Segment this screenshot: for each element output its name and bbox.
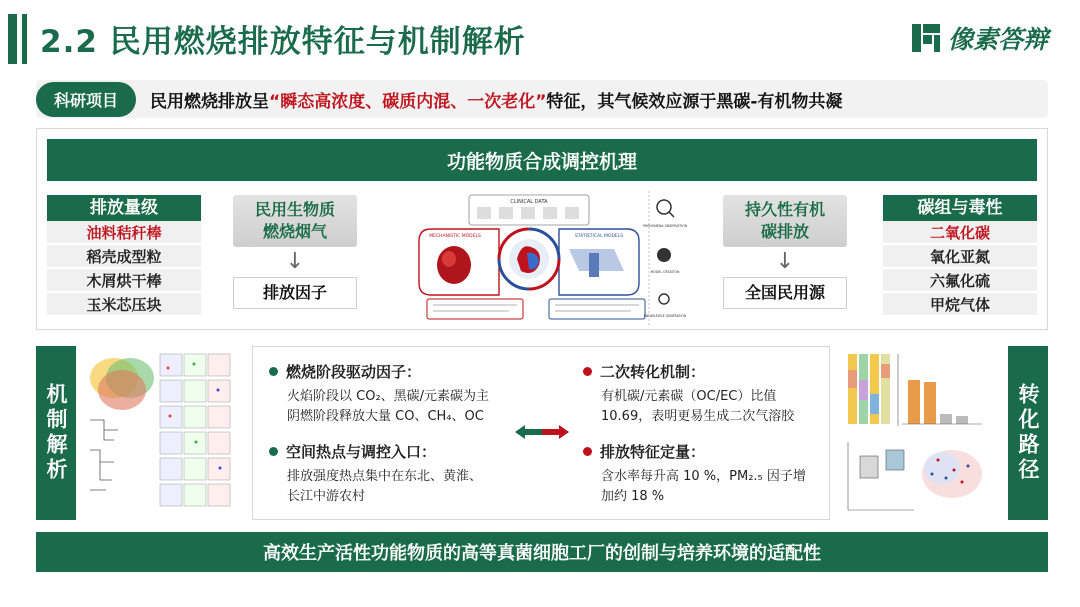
carbon-toxicity-box	[883, 195, 1037, 317]
diagram-right-label: STATISTICAL MODELS	[574, 234, 624, 239]
title-accent-bar-thin	[22, 14, 27, 64]
down-arrow-icon: ↓	[285, 249, 305, 274]
down-arrow-icon: ↓	[775, 249, 795, 274]
findings-box	[252, 346, 830, 520]
emission-level-item: 玉米芯压块	[47, 293, 201, 317]
pathway-figure	[842, 350, 992, 518]
logo-text: 像素答辩	[947, 25, 1048, 54]
finding-3-line2: 10.69，表明更易生成二次气溶胶	[601, 409, 795, 424]
stage-right-result: 全国民用源	[723, 277, 847, 309]
carbon-toxicity-heading: 碳组与毒性	[883, 195, 1037, 221]
stage-left-heading	[233, 195, 357, 247]
bottom-panel	[36, 346, 1048, 520]
finding-2-text	[287, 467, 482, 507]
mechanism-tab: 机制解析	[36, 346, 76, 520]
finding-3-line1: 有机碳/元素碳（OC/EC）比值	[601, 389, 777, 404]
subtitle-bar	[36, 80, 1048, 118]
page-title: 2.2 民用燃烧排放特征与机制解析	[40, 24, 526, 60]
bullet-dot-icon	[583, 367, 592, 376]
subtitle-tag: 科研项目	[36, 82, 136, 117]
subtitle-text-after: 特征，其气候效应源于黑碳-有机物共凝	[546, 91, 843, 112]
subtitle-highlight: “瞬态高浓度、碳质内混、一次老化”	[269, 91, 547, 112]
stage-left-heading-line1: 民用生物质	[254, 200, 335, 219]
bullet-dot-icon	[269, 367, 278, 376]
finding-2	[269, 441, 436, 462]
finding-3-title: 二次转化机制：	[600, 363, 706, 381]
logo-mark-icon	[910, 22, 942, 54]
finding-2-title: 空间热点与调控入口：	[286, 443, 437, 461]
finding-1-line2: 阴燃阶段释放大量 CO、CH₄、OC	[287, 409, 484, 424]
mechanism-figure	[84, 350, 242, 518]
title-accent-bar	[8, 14, 17, 64]
finding-1	[269, 361, 421, 382]
diagram-side-label-3: KNOWLEDGE GENERATION	[643, 314, 687, 318]
brand-logo	[910, 20, 1048, 56]
finding-1-line1: 火焰阶段以 CO₂、黑碳/元素碳为主	[287, 389, 490, 404]
carbon-toxicity-item: 六氟化硫	[883, 269, 1037, 293]
finding-1-text	[287, 387, 489, 427]
stage-left-result: 排放因子	[233, 277, 357, 309]
diagram-left-label: MECHANISTIC MODELS	[429, 234, 481, 239]
pathway-tab: 转化路径	[1008, 346, 1048, 520]
stage-left-heading-line2: 燃烧烟气	[262, 222, 327, 241]
emission-level-heading: 排放量级	[47, 195, 201, 221]
stage-right-heading	[723, 195, 847, 247]
bullet-dot-icon	[583, 447, 592, 456]
finding-3	[583, 361, 705, 382]
emission-level-box	[47, 195, 201, 317]
emission-level-item: 油料秸秆棒	[47, 221, 201, 245]
model-cycle-diagram	[399, 191, 689, 325]
stage-right-heading-line2: 碳排放	[760, 222, 809, 241]
finding-4-title: 排放特征定量：	[600, 443, 706, 461]
diagram-side-label-1: PHENOMENA OBSERVATION	[643, 224, 687, 228]
finding-4-line2: 加约 18 %	[601, 489, 665, 504]
subtitle-text	[150, 87, 842, 112]
subtitle-text-before: 民用燃烧排放呈	[150, 91, 270, 112]
diagram-top-label: CLINICAL DATA	[510, 199, 548, 205]
carbon-toxicity-item: 氧化亚氮	[883, 245, 1037, 269]
bullet-dot-icon	[269, 447, 278, 456]
top-panel	[36, 128, 1048, 330]
emission-level-item: 木屑烘干棒	[47, 269, 201, 293]
carbon-toxicity-item: 甲烷气体	[883, 293, 1037, 317]
double-arrow-icon	[515, 425, 569, 439]
footer-banner: 高效生产活性功能物质的高等真菌细胞工厂的创制与培养环境的适配性	[36, 532, 1048, 572]
stage-left	[233, 195, 357, 309]
finding-4-text	[601, 467, 806, 507]
finding-1-title: 燃烧阶段驱动因子：	[286, 363, 422, 381]
finding-3-text	[601, 387, 794, 427]
stage-right	[723, 195, 847, 309]
finding-4-line1: 含水率每升高 10 %，PM₂.₅ 因子增	[601, 469, 806, 484]
finding-2-line1: 排放强度热点集中在东北、黄淮、	[287, 469, 483, 484]
finding-4	[583, 441, 705, 462]
emission-level-item: 稻壳成型粒	[47, 245, 201, 269]
stage-right-heading-line1: 持久性有机	[744, 200, 825, 219]
top-banner: 功能物质合成调控机理	[47, 139, 1037, 181]
finding-2-line2: 长江中游农村	[287, 489, 366, 504]
carbon-toxicity-item: 二氧化碳	[883, 221, 1037, 245]
diagram-side-label-2: MODEL CREATION	[650, 270, 680, 274]
